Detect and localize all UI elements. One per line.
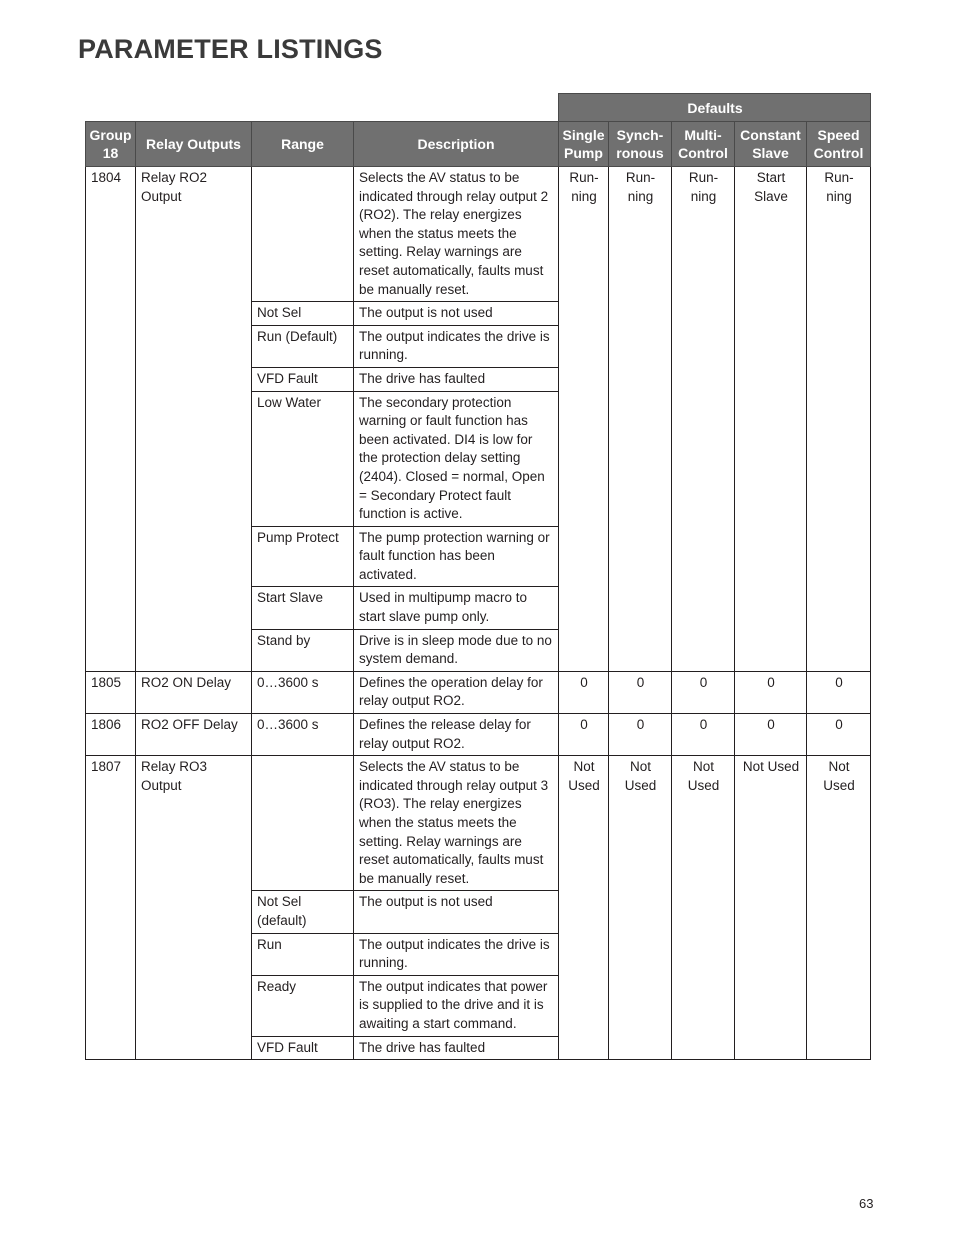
option-description: The output is not used [354, 891, 559, 933]
header-group: Group 18 [86, 122, 136, 167]
parameter-table [85, 93, 871, 1060]
header-multi-control: Multi- Control [672, 122, 735, 167]
default-synchronous: 0 [609, 671, 672, 713]
option-range: Low Water [252, 391, 354, 526]
header-synchronous: Synch- ronous [609, 122, 672, 167]
default-multi-control: 0 [672, 671, 735, 713]
default-constant-slave: 0 [735, 671, 807, 713]
header-relay-outputs: Relay Outputs [136, 122, 252, 167]
option-description: The output indicates the drive is running. [354, 325, 559, 367]
page-title: PARAMETER LISTINGS [78, 34, 383, 64]
param-code: 1806 [86, 714, 136, 756]
param-code: 1804 [86, 167, 136, 672]
description-cell: Defines the operation delay for relay output RO2. [354, 671, 559, 713]
description-cell: Defines the release delay for relay output RO2. [354, 714, 559, 756]
option-description: Drive is in sleep mode due to no system demand. [354, 629, 559, 671]
option-range: VFD Fault [252, 367, 354, 391]
default-constant-slave: 0 [735, 714, 807, 756]
header-speed-control: Speed Control [807, 122, 871, 167]
table-row [86, 671, 871, 713]
default-speed-control: 0 [807, 671, 871, 713]
table-row [86, 756, 871, 891]
blank-corner [86, 94, 559, 122]
table-row [86, 167, 871, 302]
param-code: 1807 [86, 756, 136, 1060]
default-multi-control: Run- ning [672, 167, 735, 672]
option-description: The output indicates the drive is running. [354, 933, 559, 975]
default-speed-control: Not Used [807, 756, 871, 1060]
header-single-pump: Single Pump [559, 122, 609, 167]
default-synchronous: 0 [609, 714, 672, 756]
option-range: Stand by [252, 629, 354, 671]
range-cell [252, 167, 354, 302]
default-multi-control: 0 [672, 714, 735, 756]
default-speed-control: Run- ning [807, 167, 871, 672]
header-range: Range [252, 122, 354, 167]
default-synchronous: Not Used [609, 756, 672, 1060]
column-header-row [86, 122, 871, 167]
option-description: The output indicates that power is supplied to the drive and it is awaiting a start command. [354, 975, 559, 1036]
option-range: VFD Fault [252, 1036, 354, 1060]
table-row [86, 714, 871, 756]
default-constant-slave: Start Slave [735, 167, 807, 672]
param-name: Relay RO2 Output [136, 167, 252, 672]
defaults-header-row [86, 94, 871, 122]
default-single-pump: 0 [559, 714, 609, 756]
range-cell: 0…3600 s [252, 671, 354, 713]
option-range: Run [252, 933, 354, 975]
option-range: Not Sel [252, 302, 354, 326]
default-speed-control: 0 [807, 714, 871, 756]
header-constant-slave: Constant Slave [735, 122, 807, 167]
default-constant-slave: Not Used [735, 756, 807, 1060]
param-name: RO2 ON Delay [136, 671, 252, 713]
option-description: The drive has faulted [354, 367, 559, 391]
param-code: 1805 [86, 671, 136, 713]
option-description: The pump protection warning or fault function has been activated. [354, 526, 559, 587]
option-description: The output is not used [354, 302, 559, 326]
range-cell: 0…3600 s [252, 714, 354, 756]
option-description: The drive has faulted [354, 1036, 559, 1060]
default-single-pump: Not Used [559, 756, 609, 1060]
option-description: The secondary protection warning or fault function has been activated. DI4 is low for the protection delay setting (2404). Closed = normal, Open = Secondary Protect fault function is active. [354, 391, 559, 526]
option-range: Ready [252, 975, 354, 1036]
option-range: Run (Default) [252, 325, 354, 367]
header-description: Description [354, 122, 559, 167]
description-cell: Selects the AV status to be indicated through relay output 2 (RO2). The relay energizes when the status meets the setting. Relay warnings are reset automatically, faults must be manually reset. [354, 167, 559, 302]
option-range: Start Slave [252, 587, 354, 629]
default-multi-control: Not Used [672, 756, 735, 1060]
option-range: Pump Protect [252, 526, 354, 587]
default-single-pump: 0 [559, 671, 609, 713]
range-cell [252, 756, 354, 891]
default-synchronous: Run- ning [609, 167, 672, 672]
description-cell: Selects the AV status to be indicated through relay output 3 (RO3). The relay energizes when the status meets the setting. Relay warnings are reset automatically, faults must be manually reset. [354, 756, 559, 891]
param-name: Relay RO3 Output [136, 756, 252, 1060]
option-range: Not Sel (default) [252, 891, 354, 933]
page-number: 63 [859, 1196, 874, 1211]
defaults-header: Defaults [559, 94, 871, 122]
default-single-pump: Run- ning [559, 167, 609, 672]
option-description: Used in multipump macro to start slave pump only. [354, 587, 559, 629]
param-name: RO2 OFF Delay [136, 714, 252, 756]
